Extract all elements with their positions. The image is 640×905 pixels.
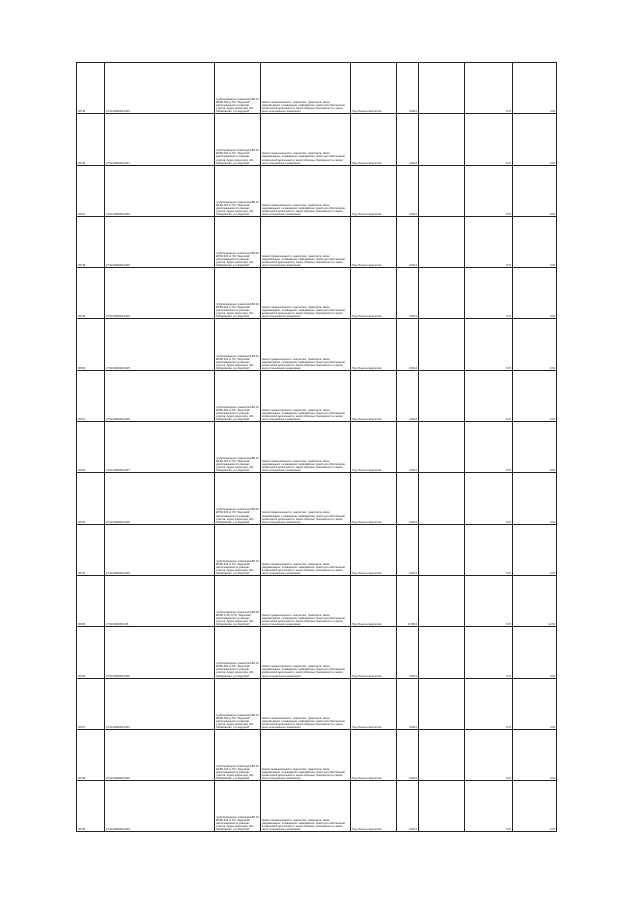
object-description-cell: трубопроводного транспорта ВЛ-10 кВ ВЛ-103 от ПС "Амурская" расположенного в границах участка. Адрес ориентира: обл. Хабаровская, р-н Амурский (215, 473, 261, 524)
cadastral-number-cell: 27:04:0000000:1025 (105, 319, 215, 370)
permitted-use-cell: Под объекты энергетики (351, 165, 397, 216)
share-cell: 0,70 (465, 524, 513, 575)
object-description-cell: трубопроводного транспорта ВЛ-35 кВ ВЛ-С-35 от ПС "Амурская" расположенного в границах участка. Адрес ориентира: обл. Хабаровская, р-н Амурский (215, 575, 261, 626)
cadastral-number-cell: 27:04:0000000:1030 (105, 627, 215, 678)
empty-cell (419, 422, 465, 473)
total-cell: 12,52 (513, 575, 557, 626)
row-number-cell: 30715 (77, 63, 105, 114)
area-cell: 0,0014 (397, 473, 419, 524)
permitted-use-cell: Под объекты энергетики (351, 524, 397, 575)
permitted-use-cell: Под объекты энергетики (351, 575, 397, 626)
land-category-cell: Земли промышленности, энергетики, транспорта, связи, радиовещания, телевидения, информатики, земли для обеспечения космической деятельности, земли обороны, безопасности и земли иного специального назначения (261, 524, 351, 575)
row-number-cell: 30721 (77, 370, 105, 421)
table-row (77, 114, 557, 165)
total-cell: 0,04 (513, 781, 557, 832)
empty-cell (419, 268, 465, 319)
cadastral-number-cell: 27:04:0000000:1026 (105, 370, 215, 421)
row-number-cell: 30729 (77, 781, 105, 832)
permitted-use-cell: Под объекты энергетики (351, 627, 397, 678)
area-cell: 0,0014 (397, 627, 419, 678)
empty-cell (419, 370, 465, 421)
total-cell: 0,04 (513, 473, 557, 524)
total-cell: 0,04 (513, 422, 557, 473)
area-cell: 0,0014 (397, 165, 419, 216)
permitted-use-cell: Под объекты энергетики (351, 114, 397, 165)
total-cell: 0,04 (513, 268, 557, 319)
table-row (77, 216, 557, 267)
cadastral-number-cell: 27:04:0000000:1022 (105, 165, 215, 216)
permitted-use-cell: Под объекты энергетики (351, 319, 397, 370)
share-cell: 0,70 (465, 575, 513, 626)
share-cell: 0,70 (465, 473, 513, 524)
table-row (77, 165, 557, 216)
share-cell: 0,70 (465, 729, 513, 780)
area-cell: 0,0014 (397, 216, 419, 267)
cadastral-number-cell: 27:04:0000000:1028 (105, 473, 215, 524)
total-cell: 0,04 (513, 114, 557, 165)
object-description-cell: трубопроводного транспорта ВЛ-10 кВ ВЛ-103 от ПС "Амурская" расположенного в границах участка. Адрес ориентира: обл. Хабаровская, р-н Амурский (215, 165, 261, 216)
area-cell: 0,0014 (397, 422, 419, 473)
permitted-use-cell: Под объекты энергетики (351, 473, 397, 524)
share-cell: 0,70 (465, 422, 513, 473)
table-row (77, 678, 557, 729)
table-row (77, 729, 557, 780)
empty-cell (419, 729, 465, 780)
permitted-use-cell: Под объекты энергетики (351, 216, 397, 267)
row-number-cell: 30725 (77, 575, 105, 626)
cadastral-number-cell: 27:04:0000000:1021 (105, 114, 215, 165)
table-row (77, 627, 557, 678)
empty-cell (419, 165, 465, 216)
row-number-cell: 30718 (77, 216, 105, 267)
empty-cell (419, 319, 465, 370)
empty-cell (419, 114, 465, 165)
object-description-cell: трубопроводного транспорта ВЛ-10 кВ ВЛ-103 от ПС "Амурская" расположенного в границах участка. Адрес ориентира: обл. Хабаровская, р-н Амурский (215, 524, 261, 575)
permitted-use-cell: Под объекты энергетики (351, 729, 397, 780)
table-row (77, 268, 557, 319)
area-cell: 0,0014 (397, 729, 419, 780)
object-description-cell: трубопроводного транспорта ВЛ-10 кВ ВЛ-103 от ПС "Амурская" расположенного в границах участка. Адрес ориентира: обл. Хабаровская, р-н Амурский (215, 678, 261, 729)
object-description-cell: трубопроводного транспорта ВЛ-10 кВ ВЛ-103 от ПС "Амурская" расположенного в границах участка. Адрес ориентира: обл. Хабаровская, р-н Амурский (215, 729, 261, 780)
object-description-cell: трубопроводного транспорта ВЛ-10 кВ ВЛ-103 от ПС "Амурская" расположенного в границах участка. Адрес ориентира: обл. Хабаровская, р-н Амурский (215, 63, 261, 114)
row-number-cell: 30728 (77, 729, 105, 780)
table-row (77, 575, 557, 626)
cadastral-number-cell: 27:04:0000000:1033 (105, 781, 215, 832)
table-row (77, 473, 557, 524)
row-number-cell: 30719 (77, 268, 105, 319)
share-cell: 0,70 (465, 216, 513, 267)
area-cell: 0,0014 (397, 370, 419, 421)
land-category-cell: Земли промышленности, энергетики, транспорта, связи, радиовещания, телевидения, информатики, земли для обеспечения космической деятельности, земли обороны, безопасности и земли иного специального назначения (261, 216, 351, 267)
empty-cell (419, 575, 465, 626)
total-cell: 0,04 (513, 678, 557, 729)
row-number-cell: 30720 (77, 319, 105, 370)
permitted-use-cell: Под объекты энергетики (351, 678, 397, 729)
area-cell: 0,0014 (397, 114, 419, 165)
share-cell: 0,70 (465, 678, 513, 729)
land-category-cell: Земли промышленности, энергетики, транспорта, связи, радиовещания, телевидения, информатики, земли для обеспечения космической деятельности, земли обороны, безопасности и земли иного специального назначения (261, 781, 351, 832)
land-category-cell: Земли промышленности, энергетики, транспорта, связи, радиовещания, телевидения, информатики, земли для обеспечения космической деятельности, земли обороны, безопасности и земли иного специального назначения (261, 268, 351, 319)
land-category-cell: Земли промышленности, энергетики, транспорта, связи, радиовещания, телевидения, информатики, земли для обеспечения космической деятельности, земли обороны, безопасности и земли иного специального назначения (261, 422, 351, 473)
total-cell: 0,04 (513, 319, 557, 370)
area-cell: 0,0014 (397, 63, 419, 114)
cadastral-number-cell: 27:04:0000000:105 (105, 575, 215, 626)
land-category-cell: Земли промышленности, энергетики, транспорта, связи, радиовещания, телевидения, информатики, земли для обеспечения космической деятельности, земли обороны, безопасности и земли иного специального назначения (261, 575, 351, 626)
share-cell: 0,70 (465, 781, 513, 832)
row-number-cell: 30722 (77, 422, 105, 473)
cadastral-number-cell: 27:04:0000000:1023 (105, 63, 215, 114)
empty-cell (419, 781, 465, 832)
land-category-cell: Земли промышленности, энергетики, транспорта, связи, радиовещания, телевидения, информатики, земли для обеспечения космической деятельности, земли обороны, безопасности и земли иного специального назначения (261, 678, 351, 729)
empty-cell (419, 216, 465, 267)
row-number-cell: 30717 (77, 165, 105, 216)
table-row (77, 524, 557, 575)
cadastral-number-cell: 27:04:0000000:1029 (105, 524, 215, 575)
table-row (77, 63, 557, 114)
permitted-use-cell: Под объекты энергетики (351, 422, 397, 473)
area-cell: 0,0014 (397, 678, 419, 729)
share-cell: 0,70 (465, 627, 513, 678)
object-description-cell: трубопроводного транспорта ВЛ-10 кВ ВЛ-103 от ПС "Амурская" расположенного в границах участка. Адрес ориентира: обл. Хабаровская, р-н Амурский (215, 268, 261, 319)
total-cell: 0,04 (513, 370, 557, 421)
share-cell: 0,70 (465, 114, 513, 165)
land-category-cell: Земли промышленности, энергетики, транспорта, связи, радиовещания, телевидения, информатики, земли для обеспечения космической деятельности, земли обороны, безопасности и земли иного специального назначения (261, 114, 351, 165)
share-cell: 0,70 (465, 268, 513, 319)
empty-cell (419, 473, 465, 524)
object-description-cell: трубопроводного транспорта ВЛ-10 кВ ВЛ-103 от ПС "Амурская" расположенного в границах участка. Адрес ориентира: обл. Хабаровская, р-н Амурский (215, 422, 261, 473)
permitted-use-cell: Под объекты энергетики (351, 63, 397, 114)
table-row (77, 781, 557, 832)
empty-cell (419, 524, 465, 575)
object-description-cell: трубопроводного транспорта ВЛ-10 кВ ВЛ-103 от ПС "Амурская" расположенного в границах участка. Адрес ориентира: обл. Хабаровская, р-н Амурский (215, 114, 261, 165)
row-number-cell: 30723 (77, 473, 105, 524)
land-category-cell: Земли промышленности, энергетики, транспорта, связи, радиовещания, телевидения, информатики, земли для обеспечения космической деятельности, земли обороны, безопасности и земли иного специального назначения (261, 165, 351, 216)
empty-cell (419, 63, 465, 114)
table-row (77, 370, 557, 421)
cadastral-number-cell: 27:04:0000000:1023 (105, 216, 215, 267)
object-description-cell: трубопроводного транспорта ВЛ-10 кВ ВЛ-103 от ПС "Амурская" расположенного в границах участка. Адрес ориентира: обл. Хабаровская, р-н Амурский (215, 781, 261, 832)
land-category-cell: Земли промышленности, энергетики, транспорта, связи, радиовещания, телевидения, информатики, земли для обеспечения космической деятельности, земли обороны, безопасности и земли иного специального назначения (261, 627, 351, 678)
row-number-cell: 30724 (77, 524, 105, 575)
permitted-use-cell: Под объекты энергетики (351, 268, 397, 319)
cadastral-number-cell: 27:04:0000000:1031 (105, 678, 215, 729)
area-cell: 0,0014 (397, 268, 419, 319)
area-cell: 0,0014 (397, 781, 419, 832)
empty-cell (419, 627, 465, 678)
land-category-cell: Земли промышленности, энергетики, транспорта, связи, радиовещания, телевидения, информатики, земли для обеспечения космической деятельности, земли обороны, безопасности и земли иного специального назначения (261, 63, 351, 114)
total-cell: 0,04 (513, 63, 557, 114)
share-cell: 0,70 (465, 370, 513, 421)
row-number-cell: 30726 (77, 627, 105, 678)
object-description-cell: трубопроводного транспорта ВЛ-10 кВ ВЛ-103 от ПС "Амурская" расположенного в границах участка. Адрес ориентира: обл. Хабаровская, р-н Амурский (215, 370, 261, 421)
area-cell: 0,0014 (397, 524, 419, 575)
cadastral-number-cell: 27:04:0000000:1024 (105, 268, 215, 319)
total-cell: 0,04 (513, 729, 557, 780)
total-cell: 0,04 (513, 524, 557, 575)
row-number-cell: 30727 (77, 678, 105, 729)
table-body (77, 63, 557, 832)
land-category-cell: Земли промышленности, энергетики, транспорта, связи, радиовещания, телевидения, информатики, земли для обеспечения космической деятельности, земли обороны, безопасности и земли иного специального назначения (261, 319, 351, 370)
land-category-cell: Земли промышленности, энергетики, транспорта, связи, радиовещания, телевидения, информатики, земли для обеспечения космической деятельности, земли обороны, безопасности и земли иного специального назначения (261, 473, 351, 524)
total-cell: 0,04 (513, 216, 557, 267)
permitted-use-cell: Под объекты энергетики (351, 370, 397, 421)
land-parcels-table (76, 62, 557, 832)
total-cell: 0,04 (513, 165, 557, 216)
empty-cell (419, 678, 465, 729)
cadastral-number-cell: 27:04:0000000:1027 (105, 422, 215, 473)
object-description-cell: трубопроводного транспорта ВЛ-10 кВ ВЛ-103 от ПС "Амурская" расположенного в границах участка. Адрес ориентира: обл. Хабаровская, р-н Амурский (215, 627, 261, 678)
land-category-cell: Земли промышленности, энергетики, транспорта, связи, радиовещания, телевидения, информатики, земли для обеспечения космической деятельности, земли обороны, безопасности и земли иного специального назначения (261, 729, 351, 780)
cadastral-number-cell: 27:04:0000000:1032 (105, 729, 215, 780)
table-row (77, 319, 557, 370)
object-description-cell: трубопроводного транспорта ВЛ-10 кВ ВЛ-103 от ПС "Амурская" расположенного в границах участка. Адрес ориентира: обл. Хабаровская, р-н Амурский (215, 319, 261, 370)
total-cell: 0,04 (513, 627, 557, 678)
row-number-cell: 30716 (77, 114, 105, 165)
share-cell: 0,70 (465, 165, 513, 216)
area-cell: 17,8814 (397, 575, 419, 626)
share-cell: 0,70 (465, 319, 513, 370)
object-description-cell: трубопроводного транспорта ВЛ-10 кВ ВЛ-103 от ПС "Амурская" расположенного в границах участка. Адрес ориентира: обл. Хабаровская, р-н Амурский (215, 216, 261, 267)
permitted-use-cell: Под объекты энергетики (351, 781, 397, 832)
land-category-cell: Земли промышленности, энергетики, транспорта, связи, радиовещания, телевидения, информатики, земли для обеспечения космической деятельности, земли обороны, безопасности и земли иного специального назначения (261, 370, 351, 421)
area-cell: 0,0014 (397, 319, 419, 370)
table-row (77, 422, 557, 473)
share-cell: 0,70 (465, 63, 513, 114)
